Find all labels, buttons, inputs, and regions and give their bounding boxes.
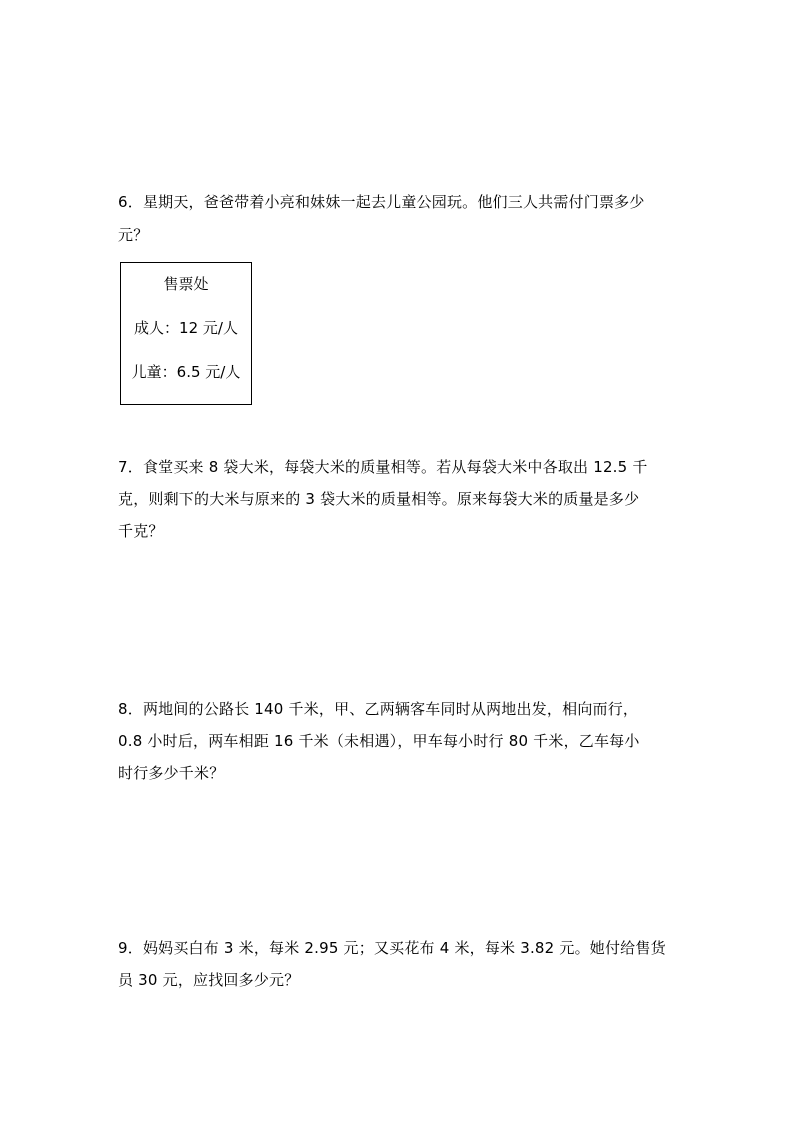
- ticket-price-box: [120, 262, 252, 405]
- question-9-line-2: 员 30 元，应找回多少元？: [118, 971, 300, 989]
- question-7-line-3: 千克？: [118, 522, 164, 540]
- question-6-line-1: 6．星期天，爸爸带着小亮和妹妹一起去儿童公园玩。他们三人共需付门票多少: [118, 193, 645, 211]
- ticket-box-title: 售票处: [163, 275, 209, 293]
- question-7-line-2: 克，则剩下的大米与原来的 3 袋大米的质量相等。原来每袋大米的质量是多少: [118, 490, 640, 508]
- question-6-line-2: 元？: [118, 226, 149, 244]
- question-7-line-1: 7．食堂买来 8 袋大米，每袋大米的质量相等。若从每袋大米中各取出 12.5 千: [118, 458, 648, 476]
- ticket-child-price: 儿童：6.5 元/人: [131, 363, 241, 381]
- question-9-line-1: 9．妈妈买白布 3 米，每米 2.95 元；又买花布 4 米，每米 3.82 元。她付给售货: [118, 939, 666, 957]
- question-8-line-3: 时行多少千米？: [118, 764, 225, 782]
- ticket-adult-price: 成人：12 元/人: [134, 319, 238, 337]
- question-8-line-2: 0.8 小时后，两车相距 16 千米（未相遇），甲车每小时行 80 千米，乙车每小: [118, 732, 640, 750]
- question-8-line-1: 8．两地间的公路长 140 千米，甲、乙两辆客车同时从两地出发，相向而行，: [118, 700, 639, 718]
